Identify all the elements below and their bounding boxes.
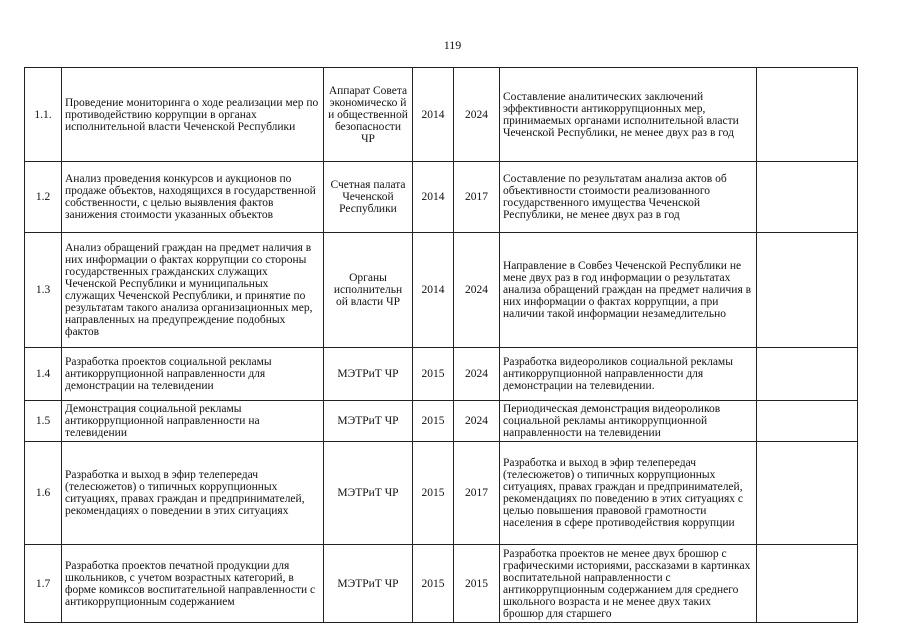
- row-number: 1.3: [25, 233, 62, 348]
- table-row: [25, 545, 858, 623]
- result-cell: Разработка и выход в эфир телепередач (телесюжетов) о типичных коррупционных ситуациях, правах граждан и предпринимателей, рекомендациях по поведению в этих ситуациях с целью повышения правовой грамотности населения в сфере противодействия коррупции: [500, 442, 757, 545]
- result-cell: Составление аналитических заключений эффективности антикоррупционных мер, принимаемых органами исполнительной власти Чеченской Республики, не менее двух раз в год: [500, 68, 757, 162]
- measure-cell: Демонстрация социальной рекламы антикоррупционной направленности на телевидении: [62, 401, 324, 442]
- table-row: [25, 442, 858, 545]
- start-year-cell: 2014: [413, 68, 454, 162]
- note-cell: [757, 162, 858, 233]
- responsible-cell: МЭТРиТ ЧР: [324, 348, 413, 401]
- note-cell: [757, 68, 858, 162]
- row-number: 1.1.: [25, 68, 62, 162]
- measures-table: [24, 67, 858, 623]
- responsible-cell: МЭТРиТ ЧР: [324, 401, 413, 442]
- note-cell: [757, 545, 858, 623]
- row-number: 1.6: [25, 442, 62, 545]
- page-number: 119: [443, 38, 462, 52]
- table-row: [25, 401, 858, 442]
- responsible-cell: Счетная палата Чеченской Республики: [324, 162, 413, 233]
- row-number: 1.4: [25, 348, 62, 401]
- end-year-cell: 2015: [454, 545, 500, 623]
- start-year-cell: 2015: [413, 348, 454, 401]
- note-cell: [757, 442, 858, 545]
- end-year-cell: 2024: [454, 401, 500, 442]
- start-year-cell: 2014: [413, 162, 454, 233]
- measure-cell: Разработка и выход в эфир телепередач (телесюжетов) о типичных коррупционных ситуациях, правах граждан и предпринимателей, рекомендациях о поведении в этих ситуациях: [62, 442, 324, 545]
- responsible-cell: Аппарат Совета экономическо й и общественной безопасности ЧР: [324, 68, 413, 162]
- responsible-cell: МЭТРиТ ЧР: [324, 442, 413, 545]
- measure-cell: Анализ обращений граждан на предмет наличия в них информации о фактах коррупции со стороны государственных гражданских служащих Чеченской Республики и муниципальных служащих Чеченской Республики, и принятие по результатам такого анализа организационных мер, направленных на предупреждение подобных фактов: [62, 233, 324, 348]
- end-year-cell: 2024: [454, 68, 500, 162]
- responsible-cell: МЭТРиТ ЧР: [324, 545, 413, 623]
- note-cell: [757, 348, 858, 401]
- note-cell: [757, 233, 858, 348]
- measure-cell: Проведение мониторинга о ходе реализации мер по противодействию коррупции в органах исполнительной власти Чеченской Республики: [62, 68, 324, 162]
- result-cell: Составление по результатам анализа актов об объективности стоимости реализованного государственного имущества Чеченской Республики, не менее двух раз в год: [500, 162, 757, 233]
- table-row: [25, 162, 858, 233]
- measure-cell: Разработка проектов социальной рекламы антикоррупционной направленности для демонстрации на телевидении: [62, 348, 324, 401]
- start-year-cell: 2015: [413, 442, 454, 545]
- measure-cell: Разработка проектов печатной продукции для школьников, с учетом возрастных категорий, в форме комиксов воспитательной направленности с антикоррупционным содержанием: [62, 545, 324, 623]
- start-year-cell: 2015: [413, 545, 454, 623]
- measure-cell: Анализ проведения конкурсов и аукционов по продаже объектов, находящихся в государственной собственности, с целью выявления фактов занижения стоимости указанных объектов: [62, 162, 324, 233]
- row-number: 1.5: [25, 401, 62, 442]
- end-year-cell: 2017: [454, 442, 500, 545]
- note-cell: [757, 401, 858, 442]
- responsible-cell: Органы исполнительн ой власти ЧР: [324, 233, 413, 348]
- end-year-cell: 2024: [454, 233, 500, 348]
- result-cell: Периодическая демонстрация видеороликов социальной рекламы антикоррупционной направленности на телевидении: [500, 401, 757, 442]
- end-year-cell: 2024: [454, 348, 500, 401]
- table-row: [25, 68, 858, 162]
- row-number: 1.7: [25, 545, 62, 623]
- table-row: [25, 233, 858, 348]
- table-row: [25, 348, 858, 401]
- result-cell: Разработка видеороликов социальной рекламы антикоррупционной направленности для демонстрации на телевидении.: [500, 348, 757, 401]
- start-year-cell: 2015: [413, 401, 454, 442]
- start-year-cell: 2014: [413, 233, 454, 348]
- row-number: 1.2: [25, 162, 62, 233]
- result-cell: Направление в Совбез Чеченской Республики не мене двух раз в год информации о результатах анализа обращений граждан на предмет наличия в них информации о фактах коррупции, а при наличии такой информации незамедлительно: [500, 233, 757, 348]
- result-cell: Разработка проектов не менее двух брошюр с графическими историями, рассказами в картинках воспитательной направленности с антикоррупционным содержанием для среднего школьного возраста и не менее двух таких брошюр для старшего: [500, 545, 757, 623]
- end-year-cell: 2017: [454, 162, 500, 233]
